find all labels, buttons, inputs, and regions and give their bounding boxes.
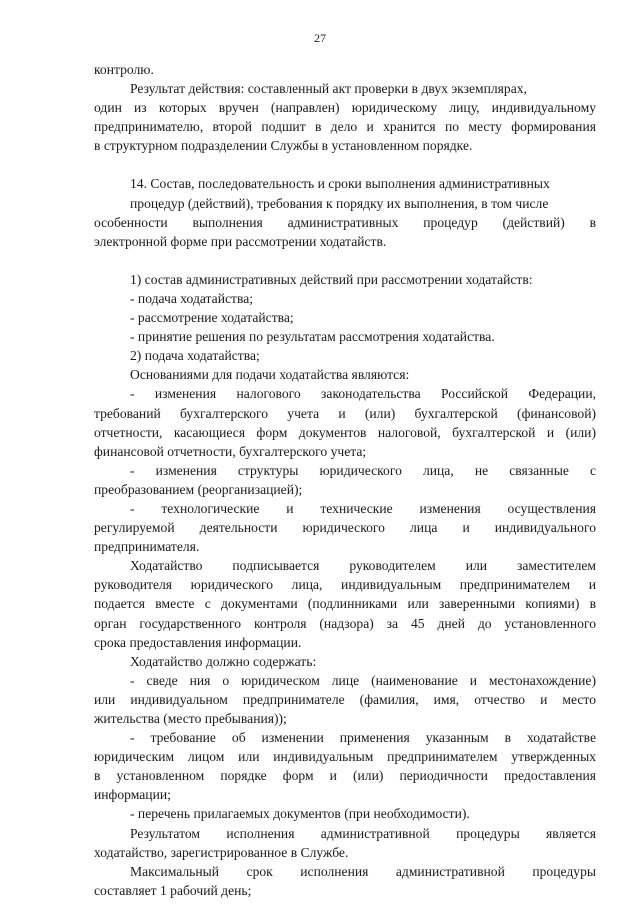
paragraph-gap [94,155,596,174]
page-number: 27 [314,31,326,45]
text-line: в структурном подразделении Службы в установленном порядке. [94,138,473,154]
text-line: Ходатайство подписывается руководителем или заместителем [130,558,596,574]
text-line: составляет 1 рабочий день; [94,882,252,898]
section-heading-line: 14. Состав, последовательность и сроки выполнения административных [130,176,550,192]
text-line: Результат действия: составленный акт проверки в двух экземплярах, [130,81,527,97]
paragraph-gap [94,251,596,270]
text-line: регулируемой деятельности юридического лица и индивидуального [94,520,596,536]
text-line: в установленном порядке форм и (или) периодичности предоставления [94,768,596,784]
text-line: Основаниями для подачи ходатайства являются: [130,367,410,383]
text-line: финансовой отчетности, бухгалтерского учета; [94,443,367,459]
text-line: отчетности, касающиеся форм документов налоговой, бухгалтерской и (или) [94,424,596,440]
list-item: - подача ходатайства; [130,290,253,306]
text-line: руководителя юридического лица, индивидуальным предпринимателем и [94,577,596,593]
list-item: - изменения налогового законодательства Российской Федерации, [130,386,596,402]
text-line: 1) состав административных действий при рассмотрении ходатайств: [130,271,533,287]
text-line: Ходатайство должно содержать: [130,653,317,669]
text-line: требований бухгалтерского учета и (или) бухгалтерской (финансовой) [94,405,596,421]
list-item: - технологические и технические изменения осуществления [130,500,596,516]
text-line: ходатайство, зарегистрированное в Службе. [94,844,349,860]
text-line: срока предоставления информации. [94,634,302,650]
list-item: - рассмотрение ходатайства; [130,310,294,326]
text-line: контролю. [94,62,154,77]
text-line: предпринимателю, второй подшит в дело и хранится по месту формирования [94,119,596,135]
section-heading-line: электронной форме при рассмотрении ходатайств. [94,233,387,249]
text-line: юридическим лицом или индивидуальным предпринимателем утвержденных [94,749,596,765]
list-item: - требование об изменении применения указанным в ходатайстве [130,730,596,746]
text-line: один из которых вручен (направлен) юридическому лицу, индивидуальному [94,100,596,116]
list-item: - изменения структуры юридического лица, не связанные с [130,462,596,478]
list-item: - перечень прилагаемых документов (при необходимости). [130,806,470,822]
text-line: информации; [94,787,171,803]
text-line: предпринимателя. [94,539,200,555]
text-line: Результатом исполнения административной процедуры является [130,825,596,841]
section-heading-line: процедур (действий), требования к порядку их выполнения, в том числе [130,195,549,211]
text-line: жительства (место пребывания)); [94,711,287,726]
text-line: Максимальный срок исполнения административной процедуры [130,863,596,879]
text-line: орган государственного контроля (надзора) за 45 дней до установленного [94,615,596,631]
text-line: преобразованием (реорганизацией); [94,481,303,497]
list-item: - сведе ния о юридическом лице (наименование и местонахождение) [130,672,596,688]
document-body [94,60,596,900]
text-line: 2) подача ходатайства; [130,348,260,364]
text-line: подается вместе с документами (подлинниками или заверенными копиями) в [94,596,596,612]
text-line: или индивидуальном предпринимателе (фамилия, имя, отчество и место [94,691,596,707]
list-item: - принятие решения по результатам рассмотрения ходатайства. [130,329,495,345]
section-heading-line: особенности выполнения административных процедур (действий) в [94,214,596,230]
